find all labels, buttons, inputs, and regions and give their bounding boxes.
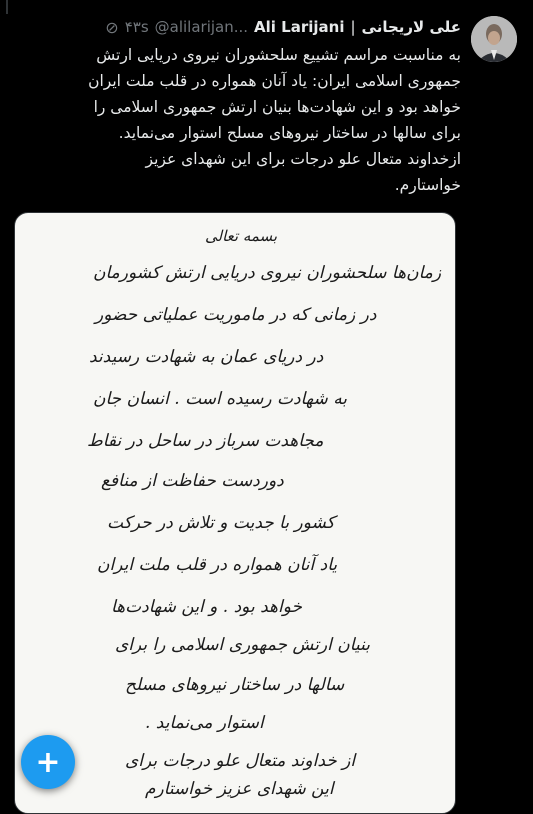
tweet-line: ازخداوند متعال علو درجات برای این شهدای عزیز [145,150,461,168]
letter-line: در دریای عمان به شهادت رسیدند [89,347,324,367]
letter-line: بنیان ارتش جمهوری اسلامی را برای [115,635,370,655]
display-name-fa[interactable]: علی لاریجانی [361,18,461,36]
letter-line: از خداوند متعال علو درجات برای [125,751,356,771]
letter-line: سالها در ساختار نیروهای مسلح [125,675,345,695]
letter-line: خواهد بود . و این شهادت‌ها [111,597,302,617]
display-name-en[interactable]: Ali Larijani [254,18,345,36]
tweet-line: جمهوری اسلامی ایران: یاد آنان همواره در قلب ملت ایران [88,72,461,90]
tweet-image-handwritten-letter[interactable] [14,212,456,814]
slashed-circle-icon[interactable]: ⊘ [105,17,119,37]
letter-line: مجاهدت سرباز در ساحل در نقاط [87,431,324,451]
tweet-line: برای سالها در ساختار نیروهای مسلح استوار می‌نماید. [118,124,461,142]
tweet-header [105,16,461,38]
tweet-line: خواهد بود و این شهادت‌ها بنیان ارتش جمهوری اسلامی را [93,98,461,116]
letter-line: یاد آنان همواره در قلب ملت ایران [97,555,338,575]
letter-line: دوردست حفاظت از منافع [101,471,284,491]
letter-line: در زمانی که در ماموریت عملیاتی حضور [95,305,377,325]
tweet-line: خواستارم. [394,176,461,194]
plus-icon: + [35,744,61,780]
compose-button[interactable] [21,735,75,789]
letter-heading: بسمه تعالی [205,227,278,245]
name-separator: | [350,18,356,36]
user-handle[interactable]: @alilarijan... [154,18,249,36]
avatar-photo [471,16,517,62]
tweet-line: به مناسبت مراسم تشییع سلحشوران نیروی دریایی ارتش [96,46,461,64]
thread-line [6,0,8,14]
letter-line: زمان‌ها سلحشوران نیروی دریایی ارتش کشورمان [93,263,442,283]
avatar[interactable] [471,16,517,62]
letter-line: استوار می‌نماید . [145,713,264,733]
letter-line: کشور با جدیت و تلاش در حرکت [107,513,335,533]
letter-line: به شهادت رسیده است . انسان جان [93,389,348,409]
letter-line: این شهدای عزیز خواستارم [145,779,334,799]
tweet-text [9,42,461,198]
timestamp[interactable]: ۴۳s [124,18,149,36]
